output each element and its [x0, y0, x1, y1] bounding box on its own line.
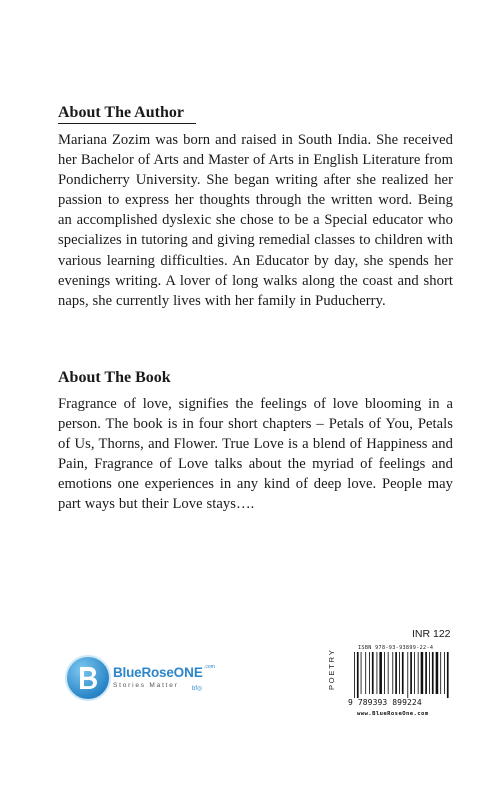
publisher-tagline: Stories Matter	[113, 682, 179, 689]
about-author-text: Mariana Zozim was born and raised in South India. She received her Bachelor of Arts and Master of Arts in English Literature from Pondicherry University. She began writing after she realized her passion to express her thoughts through the written word. Being an accomplished dyslexic she chose to be a Special educator who specializes in tutoring and giving remedial classes to children with various learning difficulties. An Educator by day, she spends her evenings writing. A lover of long walks along the coast and short naps, she currently lives with her family in Puducherry.	[58, 132, 453, 309]
publisher-website: www.BlueRoseOne.com	[357, 711, 429, 717]
category-label: POETRY	[327, 648, 336, 690]
about-book-section	[58, 369, 453, 515]
social-icons: bf◎	[192, 686, 203, 692]
about-book-text: Fragrance of love, signifies the feelings of love blooming in a person. The book is in four short chapters – Petals of You, Petals of Us, Thorns, and Flower. True Love is a blend of Happiness and Pain, Fragrance of Love talks about the myriad of feelings and emotions one experiences in any kind of deep love. People may part ways but their Love stays….	[58, 396, 453, 513]
barcode	[352, 652, 452, 698]
publisher-logo	[65, 655, 215, 701]
publisher-name-one: ONE	[173, 665, 203, 680]
isbn-digits: 9 789393 899224	[348, 698, 422, 707]
publisher-name: BlueRose	[113, 665, 174, 680]
isbn-label: ISBN 978-93-93899-22-4	[358, 645, 434, 651]
about-author-section	[58, 104, 453, 311]
publisher-domain-suffix: .com	[203, 664, 215, 670]
about-author-heading: About The Author	[58, 104, 196, 124]
about-book-heading: About The Book	[58, 369, 171, 386]
b-letter-icon	[65, 655, 111, 701]
price-label: INR 122	[412, 628, 451, 640]
